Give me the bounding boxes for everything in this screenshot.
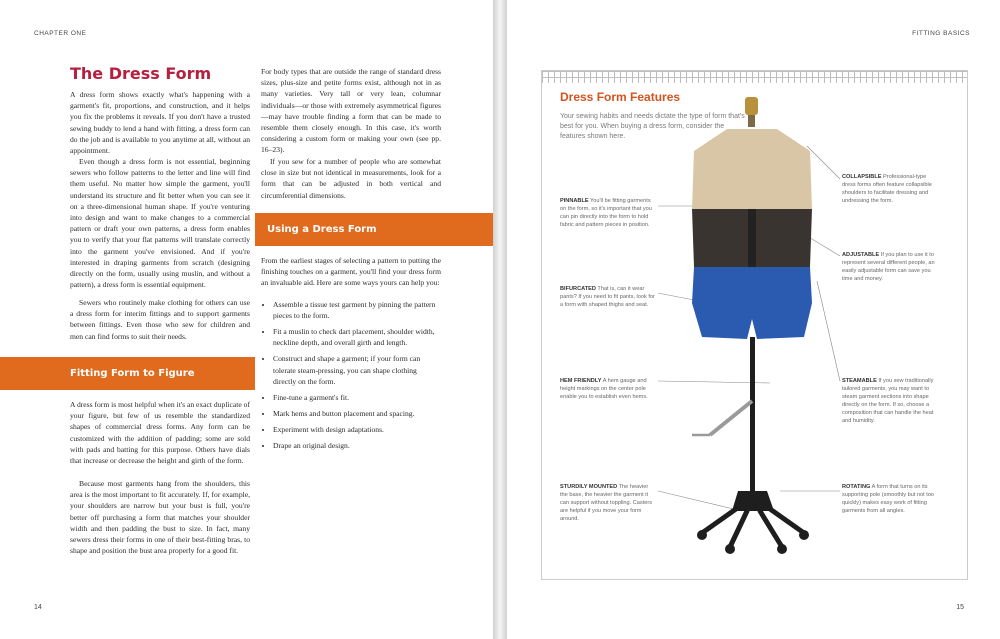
callout-term: COLLAPSIBLE xyxy=(842,174,882,180)
running-head-left: CHAPTER ONE xyxy=(34,30,87,37)
page-title: The Dress Form xyxy=(70,64,212,83)
section-heading-using xyxy=(255,213,493,246)
callout-steamable xyxy=(842,377,938,426)
callout-hem-friendly xyxy=(560,377,656,401)
callout-term: PINNABLE xyxy=(560,198,589,204)
fitting-paragraph-1: A dress form is most helpful when it's an exact duplicate of your figure, but few of us resemble the standardized shapes of commercial dress forms. Any form can be customized with the addition of padding; some are sold with pads and batting for this purpose. Others have dials that increase or decrease the height and girth of the form. xyxy=(70,400,250,466)
callout-term: STURDILY MOUNTED xyxy=(560,484,618,490)
callout-text: The heavier the base, the heavier the garment it can support without toppling. Casters are helpful if you move your form around. xyxy=(560,484,653,523)
callout-pinnable xyxy=(560,197,656,229)
intro-paragraph-1: A dress form shows exactly what's happening with a garment's fit, proportions, and construction, and it helps you fix the problems it reveals. If you don't have a trusted sewing buddy to lend a hand with fitting, a dress form can do the job and is available to you anytime at all, without an appointment. xyxy=(70,90,250,156)
fitting-paragraph-2: Because most garments hang from the shoulders, this area is the most important to fit accurately. If, for example, your shoulders are narrow but your bust is full, you're better off purchasing a form that matches your shoulder width and then padding the bust to size. In fact, many sewers dress their forms in one of their best-fitting bras, to shape and position the bust area properly for a good fit. xyxy=(70,479,250,556)
callout-text: That is, can it wear pants? If you need to fit pants, look for a form with shaped thighs and seat. xyxy=(560,286,655,309)
callout-adjustable xyxy=(842,251,938,283)
casters xyxy=(697,530,809,554)
page-number-left: 14 xyxy=(34,604,42,611)
col2-paragraph-2: If you sew for a number of people who are somewhat close in size but not identical in measurements, look for a form that can be adjusted in both vertical and circumferential dimensions. xyxy=(261,157,441,200)
torso-linen xyxy=(692,129,812,209)
using-intro: From the earliest stages of selecting a pattern to putting the finishing touches on a garment, you'll find your dress form an invaluable aid. Here are some ways yours can help you: xyxy=(261,256,441,288)
list-item: • Mark hems and button placement and spacing. xyxy=(273,408,441,419)
callout-text: You'll be fitting garments on the form, so it's important that you can pin directly into the form to hold fabric and pattern pieces in position. xyxy=(560,198,652,229)
callout-text: A form that turns on its supporting pole (smoothly but not too quickly) makes easy work of fitting garments from all angles. xyxy=(842,484,935,515)
left-page xyxy=(0,0,493,639)
callout-text: If you sew traditionally tailored garments, you may want to steam garment sections into shape directly on the form. If so, choose a composition that can handle the heat and humidity. xyxy=(842,378,934,425)
col2-paragraph-1: For body types that are outside the range of standard dress sizes, plus-size and petite forms exist, although not in as many varieties. Very tall or very lean, columnar individuals—or those with extremely asymmetrical figures—may have trouble finding a form that can be made to resemble them closely enough. In this case, it's worth considering a custom form or making your own (see pp. 16–23). xyxy=(261,67,441,155)
finial-knob xyxy=(745,97,758,115)
callout-text: A hem gauge and height markings on the center pole enable you to establish even hems. xyxy=(560,378,648,401)
list-item: • Fine-tune a garment's fit. xyxy=(273,392,441,403)
section-heading-using-label: Using a Dress Form xyxy=(267,224,377,235)
finial-neck xyxy=(748,115,755,127)
book-gutter xyxy=(493,0,507,639)
hip-section xyxy=(692,267,812,339)
callout-term: BIFURCATED xyxy=(560,286,596,292)
base-legs xyxy=(702,509,804,547)
page-number-right: 15 xyxy=(956,604,964,611)
running-head-right: FITTING BASICS xyxy=(912,30,970,37)
callout-text: Professional-type dress forms often feature collapsible shoulders to facilitate dressing and undressing the form. xyxy=(842,174,932,205)
callout-rotating xyxy=(842,483,938,515)
center-pole xyxy=(750,337,755,495)
intro-paragraph-3: Sewers who routinely make clothing for others can use a dress form for interim fittings and to support garments between fittings. Even those who sew for children and men can find forms to suit their needs. xyxy=(70,298,250,341)
intro-paragraph-2: Even though a dress form is not essential, beginning sewers who follow patterns to the letter and line will find them useful. No matter how simple the garment, you'll understand its structure and fit better when you can see it on a three-dimensional human shape. If you're venturing into design and want to make changes to a commercial pattern or draft your own patterns, a dress form enables you to verify that your flat patterns will translate correctly into the garment you've envisioned. And if you're interested in draping garments from scratch (designing directly on the form, usually using muslin, and without a pattern), a dress form is essential equipment. xyxy=(70,157,250,290)
torso-centre-seam xyxy=(748,209,756,267)
list-item: • Experiment with design adaptations. xyxy=(273,424,441,435)
list-item: • Fit a muslin to check dart placement, shoulder width, neckline depth, and overall girth and length. xyxy=(273,326,441,348)
callout-sturdily-mounted xyxy=(560,483,656,523)
hem-gauge-arm xyxy=(710,401,752,435)
list-item: • Drape an original design. xyxy=(273,440,441,451)
section-heading-fitting-label: Fitting Form to Figure xyxy=(70,368,195,379)
feature-title: Dress Form Features xyxy=(560,90,681,104)
section-heading-fitting xyxy=(0,357,255,390)
callout-collapsible xyxy=(842,173,938,205)
base-hub xyxy=(732,491,774,511)
feature-box xyxy=(541,70,968,580)
callout-bifurcated xyxy=(560,285,656,309)
using-bullet-list xyxy=(261,299,441,456)
feature-intro: Your sewing habits and needs dictate the type of form that's best for you. When buying a dress form, consider the features shown here. xyxy=(560,113,745,140)
right-page xyxy=(507,0,1000,639)
callout-term: HEM FRIENDLY xyxy=(560,378,602,384)
callout-term: ROTATING xyxy=(842,484,871,490)
callout-text: If you plan to use it to represent several different people, an easily adjustable form can save you time and money. xyxy=(842,252,935,283)
callout-term: STEAMABLE xyxy=(842,378,877,384)
callout-term: ADJUSTABLE xyxy=(842,252,880,258)
list-item: • Assemble a tissue test garment by pinning the pattern pieces to the form. xyxy=(273,299,441,321)
list-item: • Construct and shape a garment; if your form can tolerate steam-pressing, you can shape clothing directly on the form. xyxy=(273,353,441,387)
